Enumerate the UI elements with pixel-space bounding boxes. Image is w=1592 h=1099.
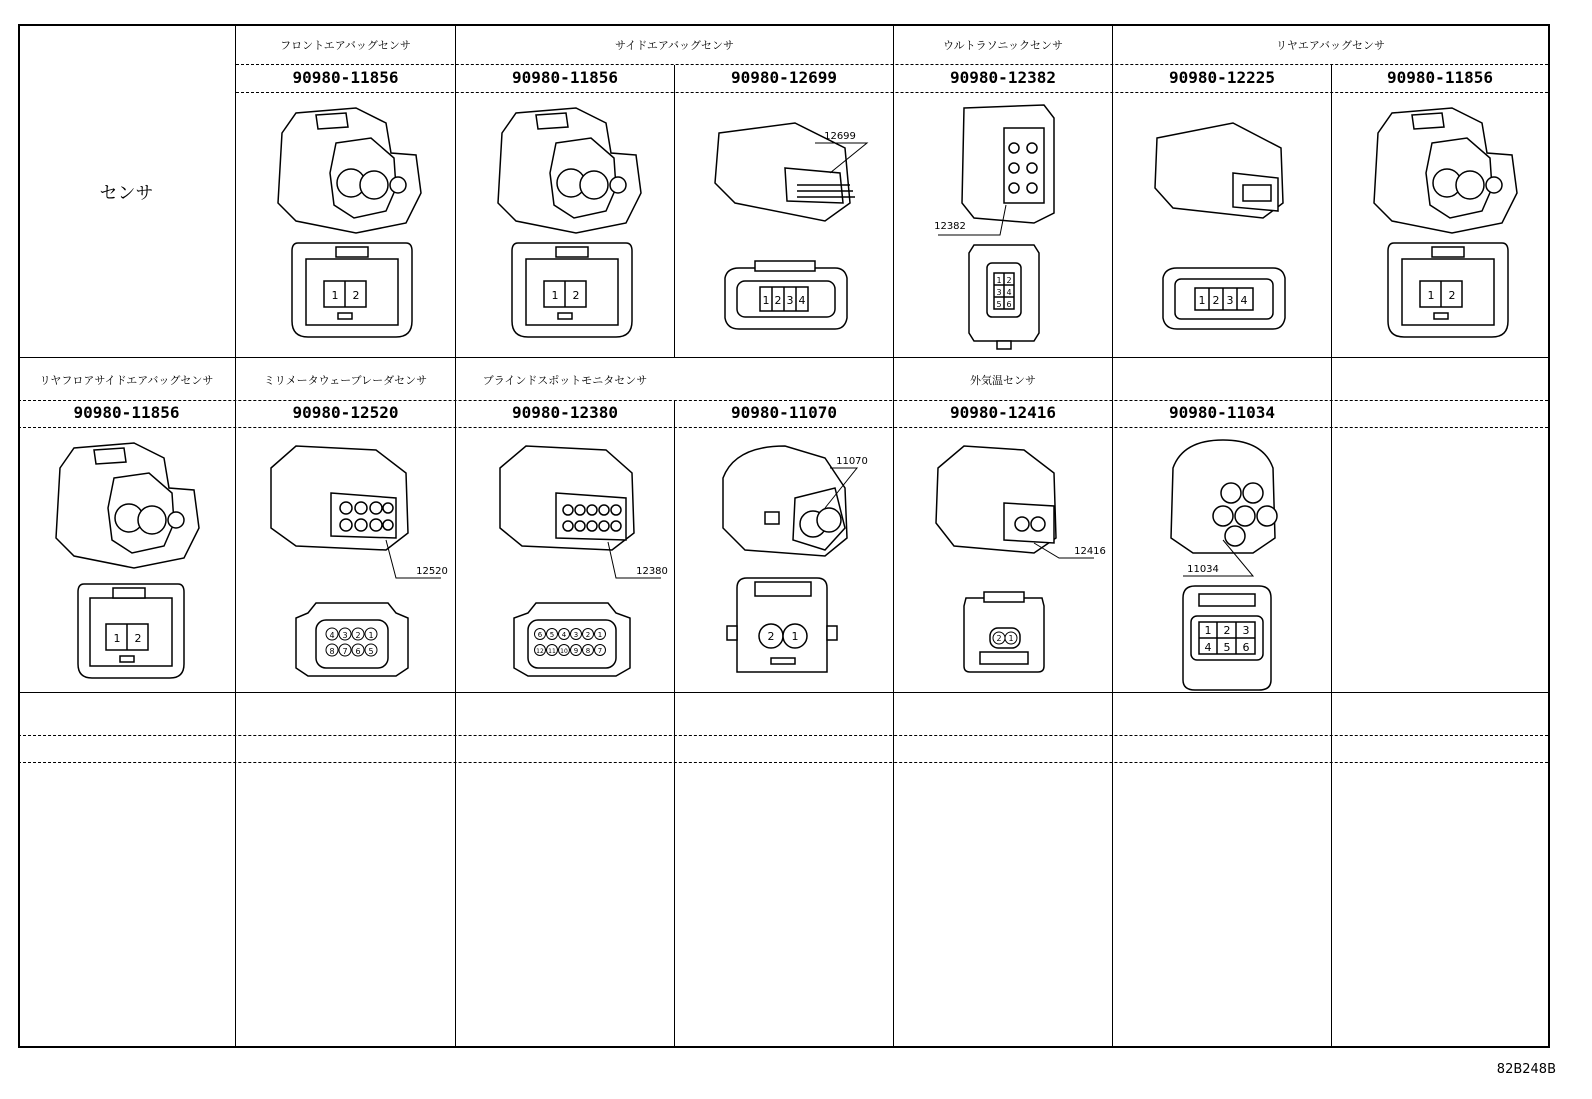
footer-code: 82B248B xyxy=(1496,1062,1556,1077)
pin-label: 1 xyxy=(1204,624,1212,637)
part-number: 90980-12416 xyxy=(950,403,1056,422)
pin-label: 3 xyxy=(786,294,794,307)
pin-label: 7 xyxy=(597,647,603,655)
group-title-ultrasonic: ウルトラソニックセンサ xyxy=(942,39,1063,52)
pin-label: 1 xyxy=(331,289,339,302)
callout-label: 12382 xyxy=(934,221,966,232)
pin-label: 3 xyxy=(573,631,579,639)
pin-label: 2 xyxy=(774,294,782,307)
pin-label: 4 xyxy=(329,631,335,640)
pin-label: 4 xyxy=(1204,641,1212,654)
pin-label: 1 xyxy=(1427,289,1435,302)
pin-label: 4 xyxy=(561,631,567,639)
part-number: 90980-11856 xyxy=(73,403,180,422)
pin-label: 2 xyxy=(585,631,591,639)
part-number: 90980-11856 xyxy=(512,68,618,87)
pin-label: 1 xyxy=(1008,634,1014,643)
pin-label: 4 xyxy=(1240,294,1248,307)
callout-label: 12416 xyxy=(1074,546,1106,557)
connector-drawing-12520 xyxy=(236,428,455,692)
part-number: 90980-12382 xyxy=(950,68,1056,87)
pin-label: 7 xyxy=(342,647,348,656)
pin-label: 2 xyxy=(355,631,361,640)
row-label-sensor: センサ xyxy=(99,183,154,204)
connector-sheet xyxy=(18,24,1550,1048)
part-number: 90980-11070 xyxy=(731,403,837,422)
pin-label: 4 xyxy=(1006,288,1012,297)
group-title-front-airbag: フロントエアバッグセンサ xyxy=(280,39,411,52)
connector-drawing-11034 xyxy=(1113,428,1331,692)
pin-label: 2 xyxy=(572,289,580,302)
group-title-rear-airbag: リヤエアバッグセンサ xyxy=(1276,39,1385,52)
callout-label: 11034 xyxy=(1187,564,1219,575)
pin-label: 3 xyxy=(1226,294,1234,307)
connector-drawing-12416 xyxy=(894,428,1112,692)
callout-label: 11070 xyxy=(836,456,868,467)
part-number: 90980-12520 xyxy=(292,403,399,422)
part-number: 90980-12225 xyxy=(1169,68,1275,87)
pin-label: 5 xyxy=(1223,641,1231,654)
connector-drawing-12382 xyxy=(894,93,1112,357)
pin-label: 8 xyxy=(585,647,591,655)
pin-label: 3 xyxy=(996,288,1002,297)
pin-label: 1 xyxy=(597,631,603,639)
group-title-side-airbag: サイドエアバッグセンサ xyxy=(615,39,734,52)
pin-label: 1 xyxy=(996,276,1002,285)
part-number: 90980-12699 xyxy=(731,68,837,87)
callout-label: 12699 xyxy=(824,131,856,142)
pin-label: 2 xyxy=(1223,624,1231,637)
pin-label: 6 xyxy=(355,647,361,656)
connector-drawing-11856 xyxy=(18,428,235,692)
callout-label: 12380 xyxy=(636,566,668,577)
connector-drawing-12225 xyxy=(1113,93,1331,357)
title-blind-spot-monitor: ブラインドスポットモニタセンサ xyxy=(482,374,648,387)
pin-label: 5 xyxy=(549,631,555,639)
pin-label: 2 xyxy=(1212,294,1220,307)
callout-label: 12520 xyxy=(416,566,448,577)
pin-label: 8 xyxy=(329,647,335,656)
pin-label: 6 xyxy=(1006,300,1012,309)
pin-label: 2 xyxy=(134,632,142,645)
pin-label: 1 xyxy=(762,294,770,307)
part-number: 90980-11856 xyxy=(292,68,399,87)
pin-label: 2 xyxy=(767,630,775,643)
part-number: 90980-12380 xyxy=(512,403,618,422)
connector-drawing-11856 xyxy=(236,93,455,357)
pin-label: 10 xyxy=(560,648,568,655)
connector-drawing-12699 xyxy=(675,93,893,357)
connector-drawing-11856 xyxy=(456,93,674,357)
pin-label: 5 xyxy=(996,300,1002,309)
pin-label: 2 xyxy=(1006,276,1012,285)
connector-drawing-12380 xyxy=(456,428,674,692)
pin-label: 1 xyxy=(1198,294,1206,307)
pin-label: 3 xyxy=(342,631,348,640)
pin-label: 11 xyxy=(548,648,556,655)
pin-label: 12 xyxy=(536,648,544,655)
title-millimeter-wave-radar: ミリメータウェーブレーダセンサ xyxy=(263,374,428,387)
pin-label: 9 xyxy=(573,647,579,655)
part-number: 90980-11034 xyxy=(1169,403,1275,422)
pin-label: 1 xyxy=(791,630,799,643)
pin-label: 6 xyxy=(1242,641,1250,654)
pin-label: 4 xyxy=(798,294,806,307)
pin-label: 6 xyxy=(537,631,543,639)
pin-label: 5 xyxy=(368,647,374,656)
connector-drawing-11856 xyxy=(1332,93,1548,357)
pin-label: 1 xyxy=(551,289,559,302)
pin-label: 1 xyxy=(368,631,374,640)
part-number: 90980-11856 xyxy=(1387,68,1493,87)
pin-label: 3 xyxy=(1242,624,1250,637)
pin-label: 2 xyxy=(996,634,1002,643)
title-rear-floor-side-airbag: リヤフロアサイドエアバッグセンサ xyxy=(39,374,214,387)
title-outside-temp-sensor: 外気温センサ xyxy=(970,374,1036,387)
connector-drawing-11070 xyxy=(675,428,893,692)
pin-label: 2 xyxy=(1448,289,1456,302)
pin-label: 2 xyxy=(352,289,360,302)
pin-label: 1 xyxy=(113,632,121,645)
